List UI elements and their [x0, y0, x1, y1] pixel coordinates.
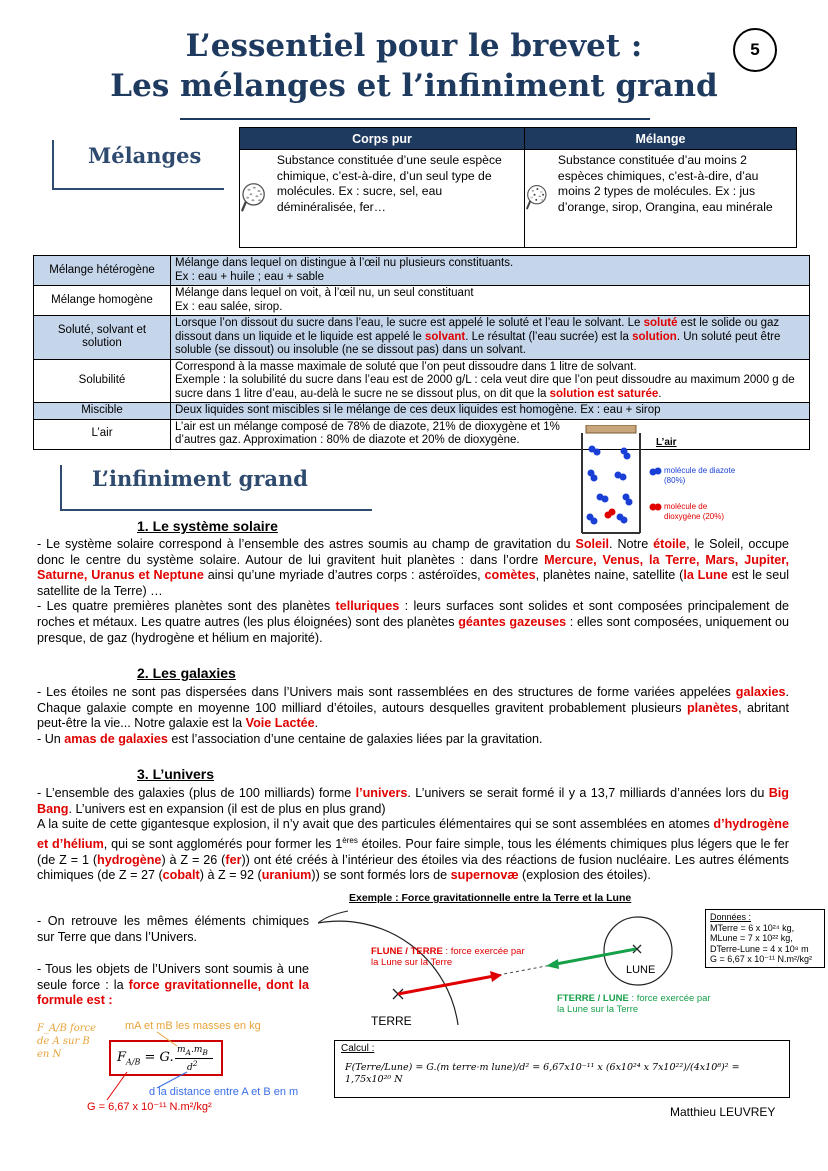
- definition-cell: Mélange dans lequel on voit, à l’œil nu, un seul constituant Ex : eau salée, sirop.: [171, 286, 810, 316]
- corps-pur-text: Substance constituée d’une seule espèce chimique, c’est-à-dire, d’un seul type de molécules. Ex : sucre, sel, eau déminéralisée, fer…: [276, 153, 502, 214]
- terre-label: TERRE: [371, 1014, 412, 1028]
- definition-cell: Lorsque l’on dissout du sucre dans l’eau, le sucre est appelé le soluté et l’eau le solvant. Le soluté est le solide ou gaz dissout dans un liquide et le liquide est appelé le solvant. Le résultat (l’eau sucrée) est la solution. Un soluté peut être soluble (se dissout) ou insoluble (ne se dissout pas) dans un solvant.: [171, 316, 810, 360]
- melange-header: Mélange: [525, 128, 797, 150]
- legend-diazote: molécule de diazote (80%): [664, 466, 736, 485]
- f-lune-terre-label: FLUNE / TERRE : force exercée par la Lune sur la Terre: [371, 946, 525, 968]
- melange-cell: [525, 150, 797, 248]
- page-title-line1: L’essentiel pour le brevet :: [185, 28, 643, 64]
- calcul-box: [334, 1040, 790, 1098]
- corps-pur-header: Corps pur: [240, 128, 525, 150]
- lune-label: LUNE: [626, 964, 656, 976]
- fab-label: F_A/B force de A sur B en N: [37, 1023, 97, 1060]
- magnifier-pure-icon: [241, 151, 269, 243]
- subsection-title: 2. Les galaxies: [137, 665, 236, 681]
- air-figure: [578, 425, 808, 535]
- galaxies-text: - Les étoiles ne sont pas dispersées dans l’Univers mais sont rassemblées en des structures de forme variées appelées galaxies. Chaque galaxie compte en moyenne 100 milliard d’étoiles, autours desquelles gravitent probablement plusieurs planètes, abritant peut-être la vie... Notre galaxie est la Voie Lactée. - Un amas de galaxies est l’association d’une centaine de galaxies liées par la gravitation.: [37, 685, 789, 746]
- term-cell: Soluté, solvant et solution: [34, 316, 171, 360]
- systeme-solaire-text: - Le système solaire correspond à l’ensemble des astres soumis au champ de gravitation du Soleil. Notre étoile, le Soleil, occupe donc le centre du système solaire. Autour de lui gravitent huit planètes : dans l’ordre Mercure, Venus, la Terre, Mars, Jupiter, Saturne, Uranus et Neptune ainsi qu’une myriade d’autres corps : astéroïdes, comètes, planètes naine, satellite (la Lune est le seul satellite de la Terre) … - Les quatre premières planètes sont des planètes telluriques : leurs surfaces sont solides et sont composées principalement de roches et métaux. Les quatre autres (les plus éloignées) sont des planètes géantes gazeuses : elles sont composées, uniquement ou presque, de gaz (hydrogène et hélium en majorité).: [37, 537, 789, 645]
- term-cell: Solubilité: [34, 359, 171, 403]
- definition-cell: L’air est un mélange composé de 78% de diazote, 21% de dioxygène et 1% d’autres gaz. Approximation : 80% de diazote et 20% de dioxygène.: [171, 419, 810, 449]
- distance-label: d la distance entre A et B en m: [149, 1086, 299, 1098]
- donnees-box: Données : MTerre = 6 x 10²⁴ kg, MLune = 7 x 10²² kg, DTerre-Lune = 4 x 10⁸ m G = 6,67 x 10⁻¹¹ N.m²/kg²: [705, 909, 825, 968]
- subsection-title: 1. Le système solaire: [137, 518, 278, 534]
- example-title: Exemple : Force gravitationnelle entre la Terre et la Lune: [349, 892, 632, 904]
- g-label: G = 6,67 x 10⁻¹¹ N.m²/kg²: [87, 1101, 212, 1113]
- calcul-title: Calcul :: [341, 1043, 375, 1054]
- univers-text: - L’ensemble des galaxies (plus de 100 milliards) forme l’univers. L’univers se serait formé il y a 13,7 milliards d’années lors du Big Bang. L’univers est en expansion (il est de plus en plus grand) A la suite de cette gigantesque explosion, il n’y avait que des particules élémentaires qui se sont assemblées en atomes d’hydrogène et d’hélium, qui se sont agglomérés pour former les 1ères étoiles. Pour faire simple, tous les éléments chimiques plus légers que le fer (de Z = 1 (hydrogène) à Z = 26 (fer)) ont été créés à l’intérieur des étoiles via des réactions de fusion nucléaire. Les autres éléments chimiques (de Z = 27 (cobalt) à Z = 92 (uranium)) se sont formés lors de supernovæ (explosion des étoiles).: [37, 786, 789, 883]
- table-row: [34, 359, 810, 403]
- subsection-title: 3. L’univers: [137, 766, 215, 782]
- melanges-heading: Mélanges: [88, 143, 202, 168]
- author: Matthieu LEUVREY: [670, 1105, 776, 1119]
- magnifier-mix-icon: [526, 151, 550, 243]
- definitions-table: [33, 255, 810, 450]
- definition-cell: Deux liquides sont miscibles si le mélange de ces deux liquides est homogène. Ex : eau + sirop: [171, 403, 810, 420]
- air-figure-title: L’air: [656, 437, 677, 448]
- corps-pur-cell: [240, 150, 525, 248]
- definition-cell: Mélange dans lequel on distingue à l’œil nu plusieurs constituants. Ex : eau + huile ; eau + sable: [171, 256, 810, 286]
- definition-cell: Correspond à la masse maximale de soluté que l’on peut dissoudre dans 1 litre de solvant. Exemple : la solubilité du sucre dans l’eau est de 2000 g/L : cela veut dire que l’on peut dissoudre au maximum 2000 g de sucre dans 1 litre d’eau, au-delà le sucre ne se dissout plus, on dit que la solution est saturée.: [171, 359, 810, 403]
- f-terre-lune-label: FTERRE / LUNE : force exercée par la Lune sur la Terre: [557, 993, 711, 1015]
- corps-pur-melange-table: [239, 127, 797, 248]
- table-row: [34, 403, 810, 420]
- formula-block: [37, 1018, 327, 1118]
- legend-dioxygene: molécule de dioxygène (20%): [664, 502, 725, 521]
- term-cell: Mélange hétérogène: [34, 256, 171, 286]
- page-number-badge: 5: [733, 28, 777, 72]
- term-cell: Mélange homogène: [34, 286, 171, 316]
- table-row: [34, 256, 810, 286]
- title-rule: [180, 118, 650, 120]
- force-text: - Tous les objets de l’Univers sont soumis à une seule force : la force gravitationnelle, dont la formule est :: [37, 962, 309, 1008]
- term-cell: L’air: [34, 419, 171, 449]
- calcul-formula: F(Terre/Lune) = G.(m terre·m lune)/d² = 6,67x10⁻¹¹ x (6x10²⁴ x 7x10²²)/(4x10⁸)² = 1,75x10²⁰ N: [345, 1062, 740, 1085]
- formula-box: $F_{A/B} = G$. $m_A.m_B$ $d^2$: [109, 1040, 223, 1076]
- table-row: [34, 316, 810, 360]
- univers-elements-text: - On retrouve les mêmes éléments chimiques sur Terre que dans l’Univers.: [37, 914, 309, 944]
- masses-label: mA et mB les masses en kg: [125, 1020, 261, 1032]
- melange-text: Substance constituée d’au moins 2 espèces chimiques, c’est-à-dire, d’au moins 2 types de molécules. Ex : jus d’orange, sirop, Orangina, eau minérale: [557, 153, 773, 214]
- table-row: [34, 286, 810, 316]
- page-title-line2: Les mélanges et l’infiniment grand: [110, 68, 718, 104]
- term-cell: Miscible: [34, 403, 171, 420]
- infini-heading: L’infiniment grand: [92, 466, 308, 491]
